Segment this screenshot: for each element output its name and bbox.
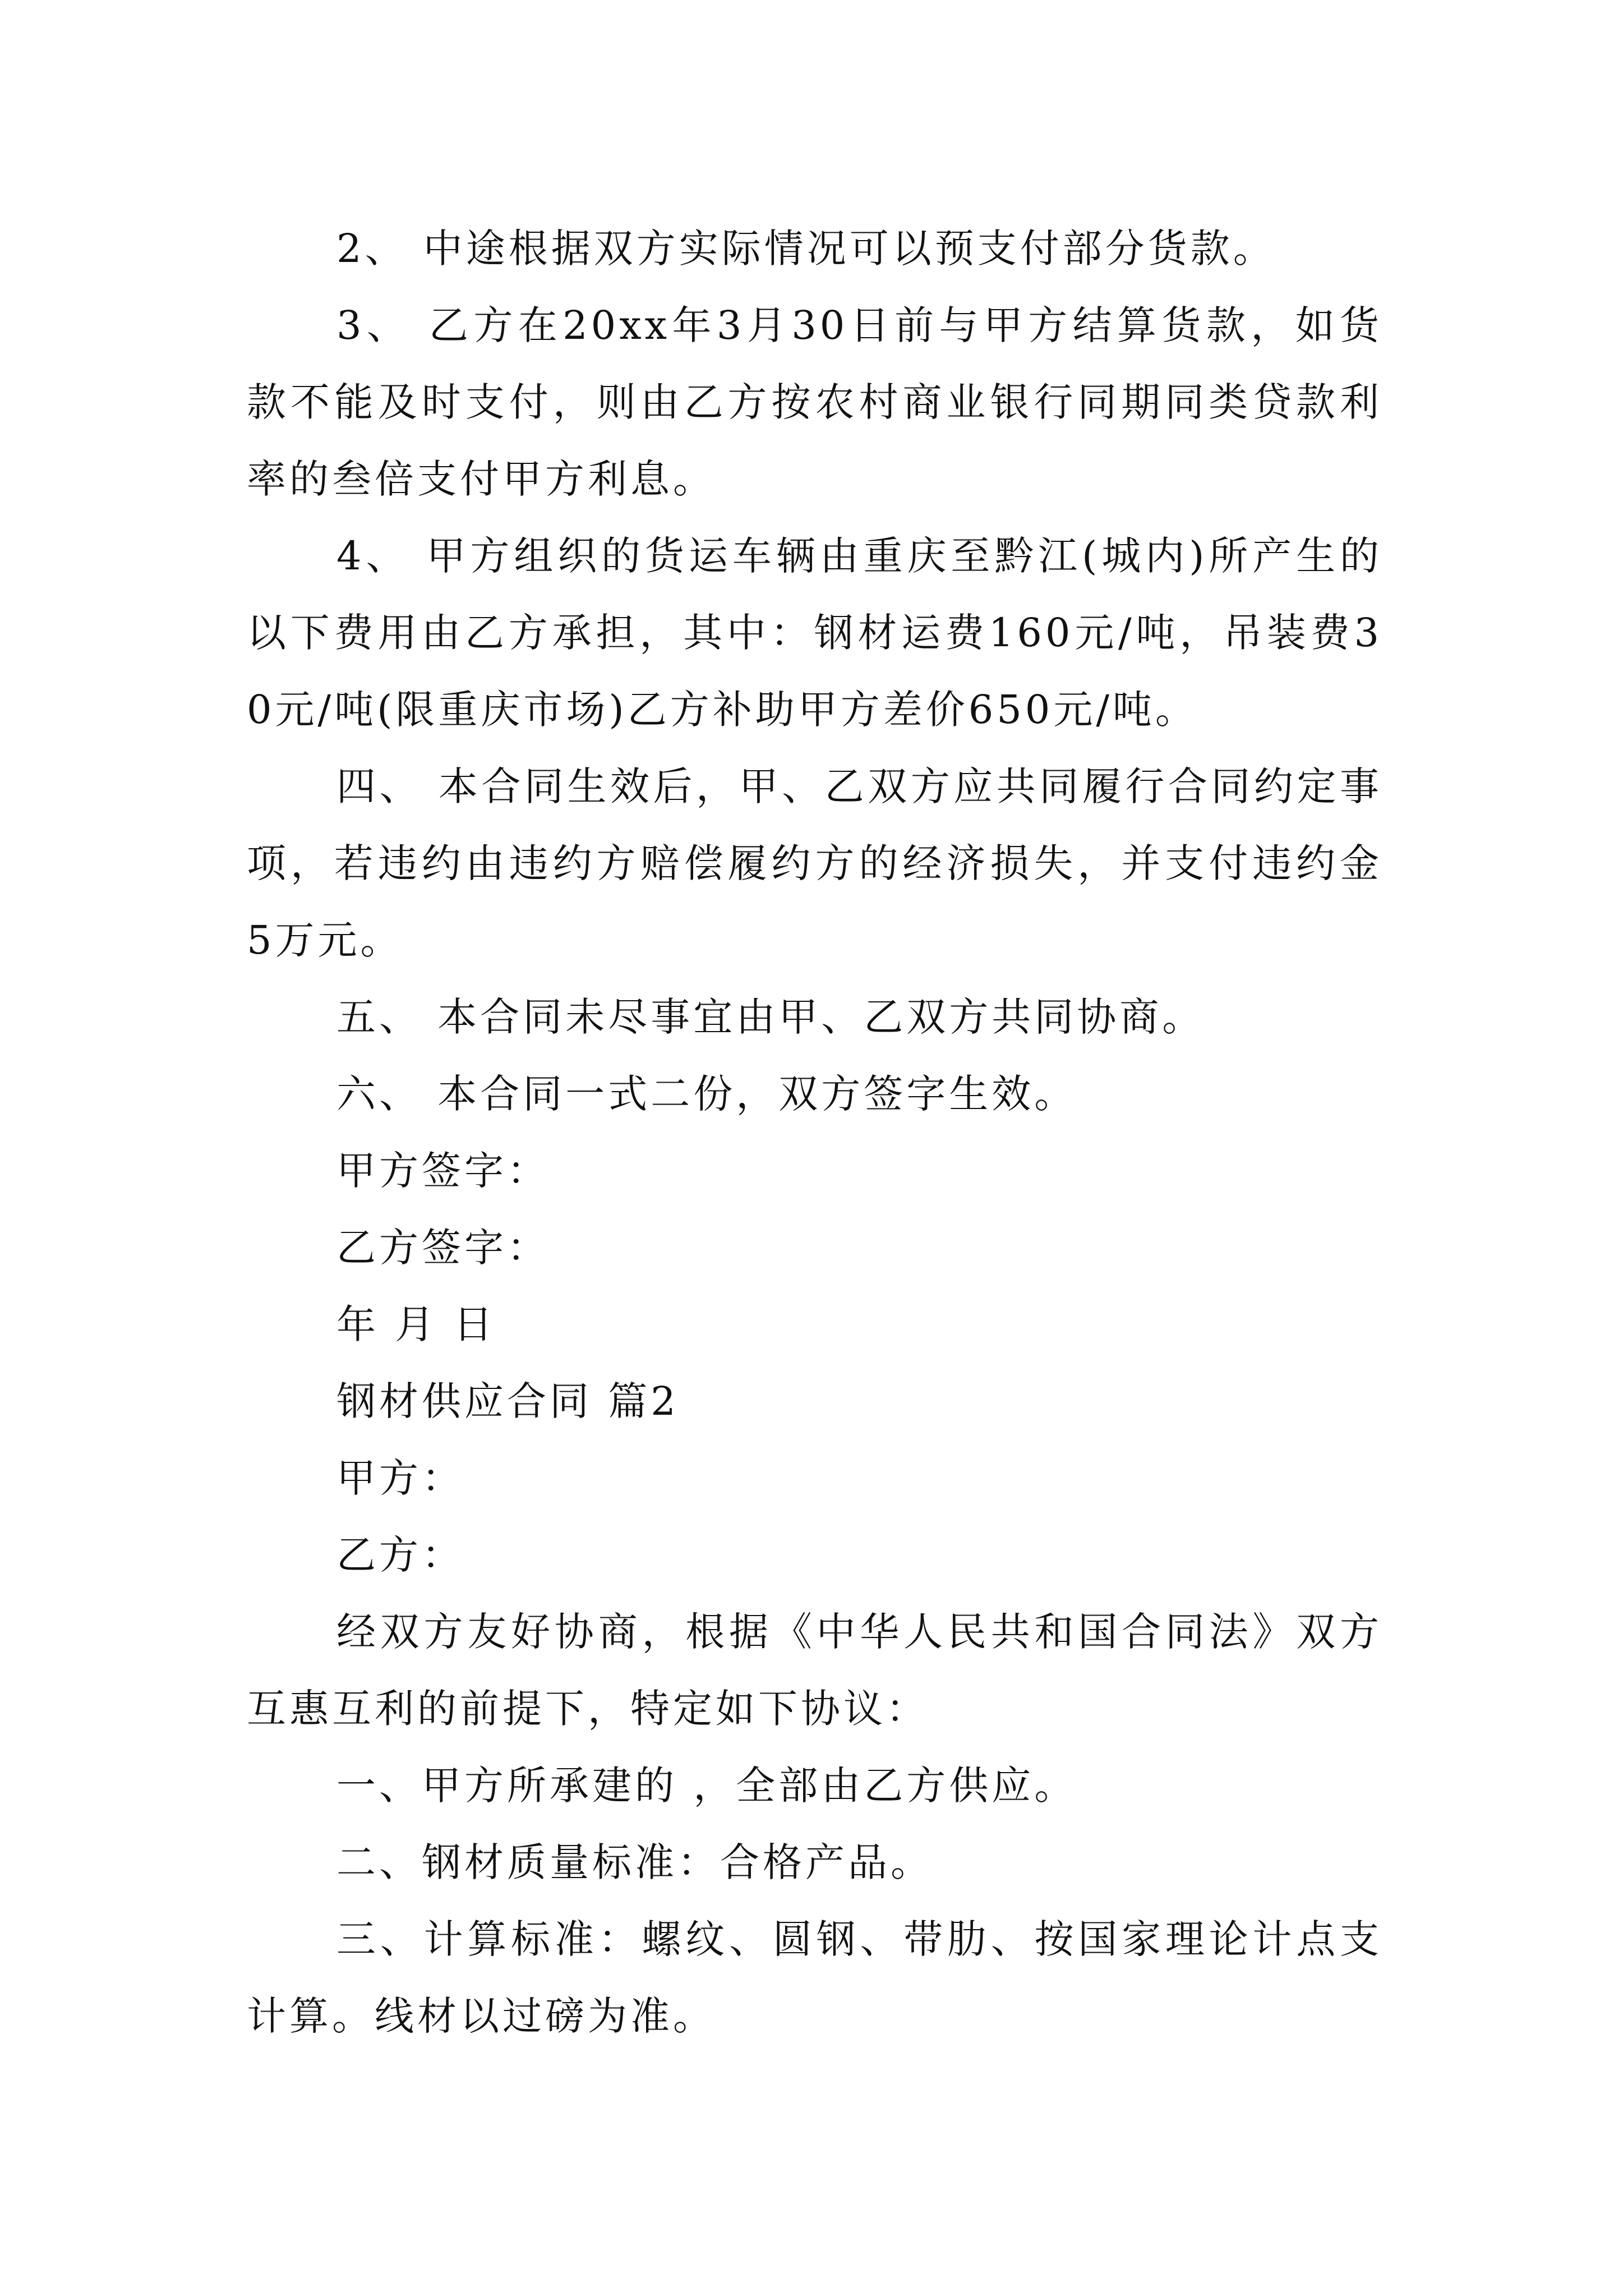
paragraph-unresolved-matters: 五、 本合同未尽事宜由甲、乙双方共同协商。 (336, 994, 1205, 1040)
section-title: 钢材供应合同 篇2 (336, 1378, 679, 1424)
document-body (247, 210, 1382, 2055)
paragraph-settlement-deadline: 3、 乙方在20xx年3月30日前与甲方结算货款，如货款不能及时支付，则由乙方按农村商业银行同期同类贷款利率的叁倍支付甲方利息。 (247, 302, 1382, 502)
paragraph-copies: 六、 本合同一式二份，双方签字生效。 (336, 1071, 1077, 1117)
signature-date: 年 月 日 (336, 1301, 496, 1347)
clause-quality-standard: 二、钢材质量标准：合格产品。 (336, 1839, 933, 1885)
party-a-signature: 甲方签字： (336, 1148, 550, 1194)
paragraph-transport-fees: 4、 甲方组织的货运车辆由重庆至黔江(城内)所产生的以下费用由乙方承担，其中：钢材运费160元/吨，吊装费30元/吨(限重庆市场)乙方补助甲方差价650元/吨。 (247, 533, 1382, 733)
party-a-label: 甲方： (336, 1455, 464, 1501)
paragraph-payment-advance: 2、 中途根据双方实际情况可以预支付部分货款。 (336, 226, 1276, 272)
clause-calculation-standard: 三、计算标准：螺纹、圆钢、带肋、按国家理论计点支计算。线材以过磅为准。 (247, 1916, 1382, 2039)
paragraph-preamble: 经双方友好协商，根据《中华人民共和国合同法》双方互惠互利的前提下，特定如下协议： (247, 1609, 1382, 1732)
party-b-signature: 乙方签字： (336, 1225, 550, 1271)
clause-supply-scope: 一、甲方所承建的 ，全部由乙方供应。 (336, 1763, 1077, 1809)
paragraph-breach-penalty: 四、 本合同生效后，甲、乙双方应共同履行合同约定事项，若违约由违约方赔偿履约方的经济损失，并支付违约金5万元。 (247, 763, 1382, 963)
party-b-label: 乙方： (336, 1532, 464, 1578)
